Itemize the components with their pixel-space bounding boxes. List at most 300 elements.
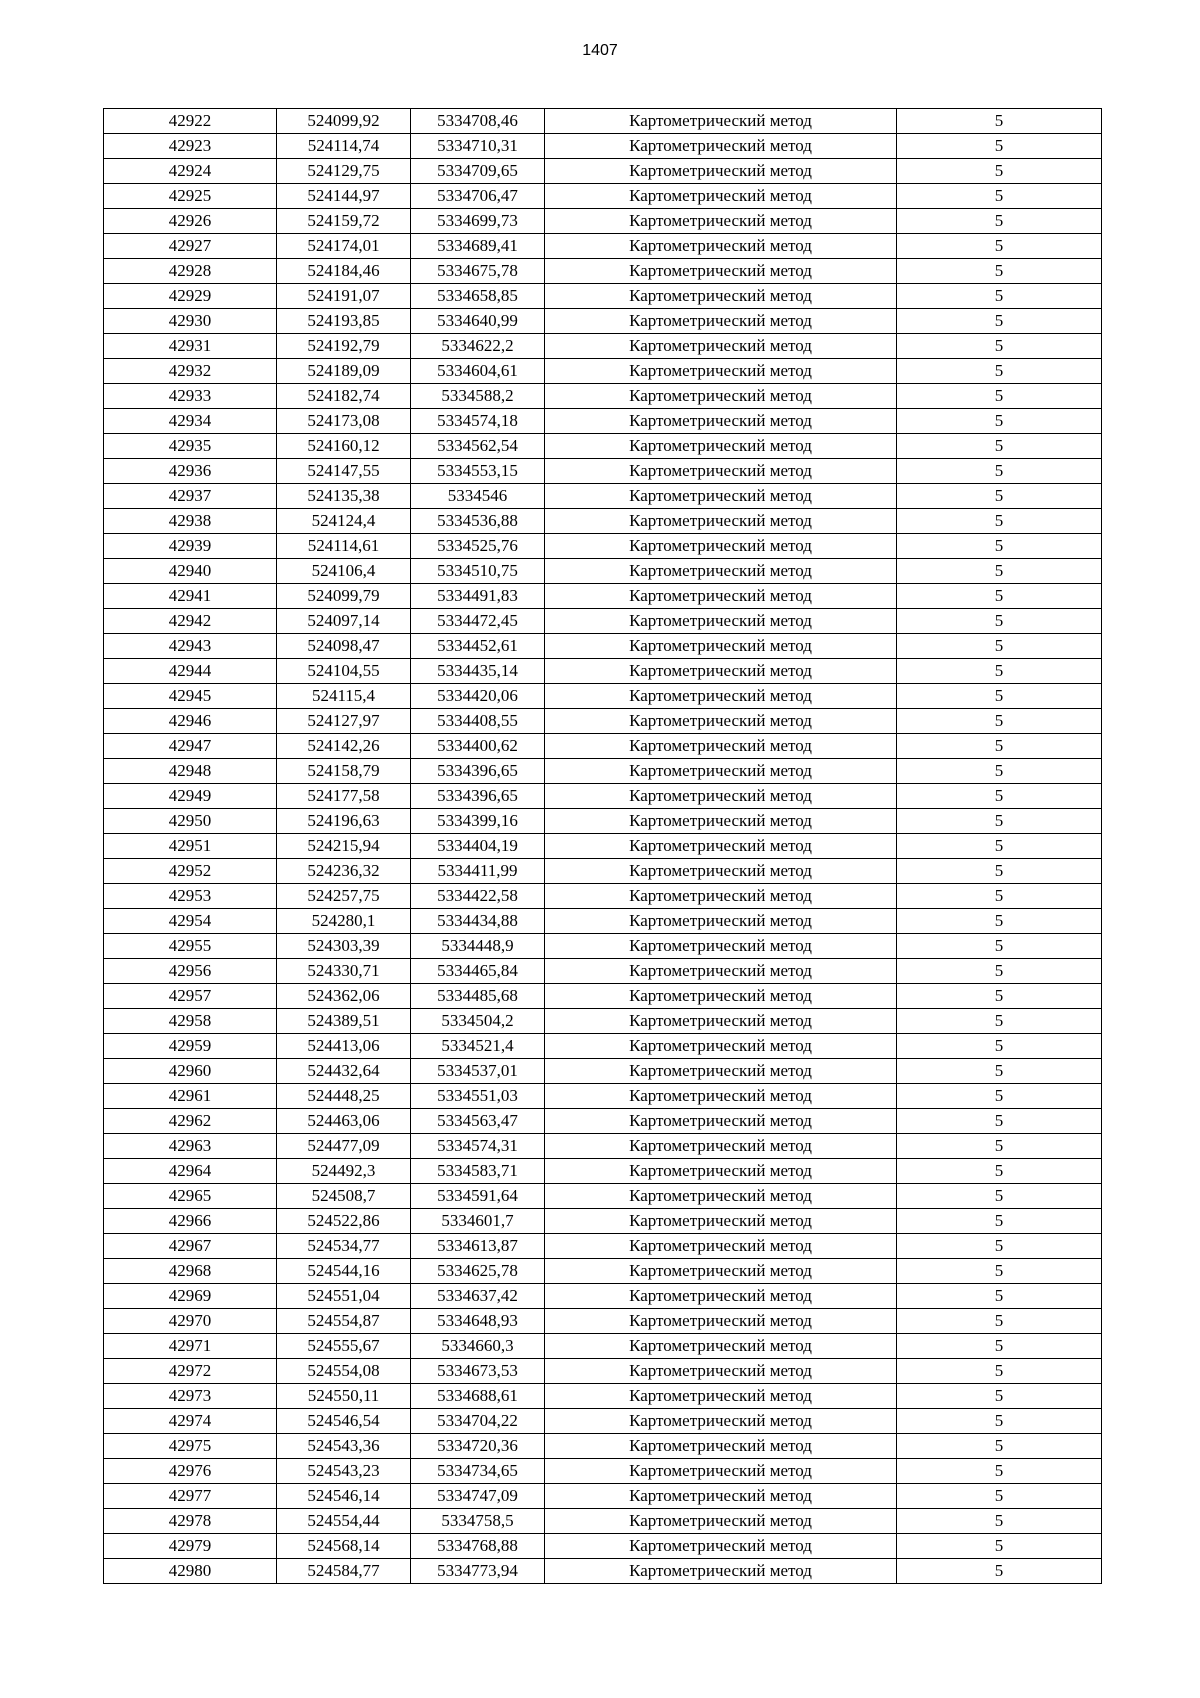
table-row: [104, 409, 1102, 434]
accuracy-cell: 5: [897, 284, 1102, 309]
table-row: [104, 1259, 1102, 1284]
y-coordinate-cell: 5334688,61: [411, 1384, 545, 1409]
point-number-cell: 42924: [104, 159, 277, 184]
y-coordinate-cell: 5334491,83: [411, 584, 545, 609]
method-cell: Картометрический метод: [545, 359, 897, 384]
point-number-cell: 42946: [104, 709, 277, 734]
method-cell: Картометрический метод: [545, 1484, 897, 1509]
method-cell: Картометрический метод: [545, 684, 897, 709]
point-number-cell: 42977: [104, 1484, 277, 1509]
y-coordinate-cell: 5334591,64: [411, 1184, 545, 1209]
x-coordinate-cell: 524568,14: [277, 1534, 411, 1559]
point-number-cell: 42944: [104, 659, 277, 684]
method-cell: Картометрический метод: [545, 1534, 897, 1559]
x-coordinate-cell: 524303,39: [277, 934, 411, 959]
point-number-cell: 42959: [104, 1034, 277, 1059]
point-number-cell: 42939: [104, 534, 277, 559]
point-number-cell: 42932: [104, 359, 277, 384]
point-number-cell: 42967: [104, 1234, 277, 1259]
accuracy-cell: 5: [897, 459, 1102, 484]
method-cell: Картометрический метод: [545, 1334, 897, 1359]
x-coordinate-cell: 524550,11: [277, 1384, 411, 1409]
method-cell: Картометрический метод: [545, 1259, 897, 1284]
point-number-cell: 42954: [104, 909, 277, 934]
x-coordinate-cell: 524551,04: [277, 1284, 411, 1309]
y-coordinate-cell: 5334574,18: [411, 409, 545, 434]
table-row: [104, 1159, 1102, 1184]
y-coordinate-cell: 5334420,06: [411, 684, 545, 709]
method-cell: Картометрический метод: [545, 609, 897, 634]
table-row: [104, 1559, 1102, 1584]
y-coordinate-cell: 5334710,31: [411, 134, 545, 159]
accuracy-cell: 5: [897, 909, 1102, 934]
accuracy-cell: 5: [897, 759, 1102, 784]
accuracy-cell: 5: [897, 334, 1102, 359]
method-cell: Картометрический метод: [545, 209, 897, 234]
y-coordinate-cell: 5334604,61: [411, 359, 545, 384]
x-coordinate-cell: 524584,77: [277, 1559, 411, 1584]
x-coordinate-cell: 524191,07: [277, 284, 411, 309]
y-coordinate-cell: 5334648,93: [411, 1309, 545, 1334]
x-coordinate-cell: 524104,55: [277, 659, 411, 684]
table-row: [104, 1084, 1102, 1109]
accuracy-cell: 5: [897, 959, 1102, 984]
point-number-cell: 42964: [104, 1159, 277, 1184]
x-coordinate-cell: 524106,4: [277, 559, 411, 584]
point-number-cell: 42937: [104, 484, 277, 509]
accuracy-cell: 5: [897, 709, 1102, 734]
table-row: [104, 284, 1102, 309]
y-coordinate-cell: 5334435,14: [411, 659, 545, 684]
x-coordinate-cell: 524097,14: [277, 609, 411, 634]
x-coordinate-cell: 524508,7: [277, 1184, 411, 1209]
point-number-cell: 42938: [104, 509, 277, 534]
accuracy-cell: 5: [897, 784, 1102, 809]
accuracy-cell: 5: [897, 434, 1102, 459]
y-coordinate-cell: 5334510,75: [411, 559, 545, 584]
accuracy-cell: 5: [897, 534, 1102, 559]
x-coordinate-cell: 524546,54: [277, 1409, 411, 1434]
y-coordinate-cell: 5334521,4: [411, 1034, 545, 1059]
accuracy-cell: 5: [897, 1509, 1102, 1534]
x-coordinate-cell: 524159,72: [277, 209, 411, 234]
table-row: [104, 1134, 1102, 1159]
point-number-cell: 42975: [104, 1434, 277, 1459]
y-coordinate-cell: 5334583,71: [411, 1159, 545, 1184]
y-coordinate-cell: 5334625,78: [411, 1259, 545, 1284]
accuracy-cell: 5: [897, 859, 1102, 884]
point-number-cell: 42952: [104, 859, 277, 884]
method-cell: Картометрический метод: [545, 759, 897, 784]
table-row: [104, 259, 1102, 284]
accuracy-cell: 5: [897, 1184, 1102, 1209]
y-coordinate-cell: 5334525,76: [411, 534, 545, 559]
y-coordinate-cell: 5334551,03: [411, 1084, 545, 1109]
table-row: [104, 534, 1102, 559]
point-number-cell: 42980: [104, 1559, 277, 1584]
accuracy-cell: 5: [897, 1309, 1102, 1334]
table-row: [104, 759, 1102, 784]
x-coordinate-cell: 524544,16: [277, 1259, 411, 1284]
x-coordinate-cell: 524196,63: [277, 809, 411, 834]
point-number-cell: 42969: [104, 1284, 277, 1309]
method-cell: Картометрический метод: [545, 734, 897, 759]
method-cell: Картометрический метод: [545, 134, 897, 159]
table-row: [104, 609, 1102, 634]
table-row: [104, 1309, 1102, 1334]
x-coordinate-cell: 524144,97: [277, 184, 411, 209]
point-number-cell: 42973: [104, 1384, 277, 1409]
method-cell: Картометрический метод: [545, 184, 897, 209]
accuracy-cell: 5: [897, 1484, 1102, 1509]
table-row: [104, 134, 1102, 159]
accuracy-cell: 5: [897, 209, 1102, 234]
method-cell: Картометрический метод: [545, 934, 897, 959]
table-row: [104, 1434, 1102, 1459]
accuracy-cell: 5: [897, 834, 1102, 859]
method-cell: Картометрический метод: [545, 109, 897, 134]
accuracy-cell: 5: [897, 259, 1102, 284]
table-row: [104, 109, 1102, 134]
point-number-cell: 42948: [104, 759, 277, 784]
y-coordinate-cell: 5334758,5: [411, 1509, 545, 1534]
x-coordinate-cell: 524129,75: [277, 159, 411, 184]
accuracy-cell: 5: [897, 1234, 1102, 1259]
accuracy-cell: 5: [897, 184, 1102, 209]
method-cell: Картометрический метод: [545, 1559, 897, 1584]
point-number-cell: 42949: [104, 784, 277, 809]
y-coordinate-cell: 5334485,68: [411, 984, 545, 1009]
y-coordinate-cell: 5334434,88: [411, 909, 545, 934]
accuracy-cell: 5: [897, 1384, 1102, 1409]
y-coordinate-cell: 5334773,94: [411, 1559, 545, 1584]
coordinates-table: [103, 108, 1102, 1584]
point-number-cell: 42960: [104, 1059, 277, 1084]
x-coordinate-cell: 524099,92: [277, 109, 411, 134]
point-number-cell: 42930: [104, 309, 277, 334]
method-cell: Картометрический метод: [545, 1084, 897, 1109]
accuracy-cell: 5: [897, 1259, 1102, 1284]
y-coordinate-cell: 5334472,45: [411, 609, 545, 634]
y-coordinate-cell: 5334699,73: [411, 209, 545, 234]
x-coordinate-cell: 524477,09: [277, 1134, 411, 1159]
point-number-cell: 42928: [104, 259, 277, 284]
method-cell: Картометрический метод: [545, 1384, 897, 1409]
y-coordinate-cell: 5334706,47: [411, 184, 545, 209]
method-cell: Картометрический метод: [545, 284, 897, 309]
method-cell: Картометрический метод: [545, 309, 897, 334]
accuracy-cell: 5: [897, 1134, 1102, 1159]
method-cell: Картометрический метод: [545, 1284, 897, 1309]
method-cell: Картометрический метод: [545, 709, 897, 734]
accuracy-cell: 5: [897, 984, 1102, 1009]
method-cell: Картометрический метод: [545, 534, 897, 559]
y-coordinate-cell: 5334675,78: [411, 259, 545, 284]
x-coordinate-cell: 524160,12: [277, 434, 411, 459]
method-cell: Картометрический метод: [545, 234, 897, 259]
y-coordinate-cell: 5334720,36: [411, 1434, 545, 1459]
accuracy-cell: 5: [897, 1159, 1102, 1184]
table-row: [104, 859, 1102, 884]
method-cell: Картометрический метод: [545, 559, 897, 584]
point-number-cell: 42970: [104, 1309, 277, 1334]
y-coordinate-cell: 5334613,87: [411, 1234, 545, 1259]
y-coordinate-cell: 5334536,88: [411, 509, 545, 534]
x-coordinate-cell: 524182,74: [277, 384, 411, 409]
point-number-cell: 42922: [104, 109, 277, 134]
y-coordinate-cell: 5334689,41: [411, 234, 545, 259]
point-number-cell: 42979: [104, 1534, 277, 1559]
method-cell: Картометрический метод: [545, 1459, 897, 1484]
x-coordinate-cell: 524330,71: [277, 959, 411, 984]
table-row: [104, 809, 1102, 834]
table-row: [104, 634, 1102, 659]
x-coordinate-cell: 524127,97: [277, 709, 411, 734]
table-row: [104, 384, 1102, 409]
table-row: [104, 184, 1102, 209]
point-number-cell: 42962: [104, 1109, 277, 1134]
x-coordinate-cell: 524522,86: [277, 1209, 411, 1234]
x-coordinate-cell: 524448,25: [277, 1084, 411, 1109]
x-coordinate-cell: 524546,14: [277, 1484, 411, 1509]
y-coordinate-cell: 5334422,58: [411, 884, 545, 909]
method-cell: Картометрический метод: [545, 1209, 897, 1234]
table-row: [104, 1284, 1102, 1309]
accuracy-cell: 5: [897, 1009, 1102, 1034]
point-number-cell: 42950: [104, 809, 277, 834]
table-row: [104, 984, 1102, 1009]
x-coordinate-cell: 524555,67: [277, 1334, 411, 1359]
x-coordinate-cell: 524099,79: [277, 584, 411, 609]
y-coordinate-cell: 5334588,2: [411, 384, 545, 409]
point-number-cell: 42926: [104, 209, 277, 234]
y-coordinate-cell: 5334660,3: [411, 1334, 545, 1359]
table-row: [104, 959, 1102, 984]
method-cell: Картометрический метод: [545, 809, 897, 834]
table-row: [104, 1184, 1102, 1209]
point-number-cell: 42945: [104, 684, 277, 709]
accuracy-cell: 5: [897, 1459, 1102, 1484]
accuracy-cell: 5: [897, 1409, 1102, 1434]
accuracy-cell: 5: [897, 1434, 1102, 1459]
accuracy-cell: 5: [897, 1034, 1102, 1059]
page-number: 1407: [582, 42, 618, 59]
y-coordinate-cell: 5334704,22: [411, 1409, 545, 1434]
accuracy-cell: 5: [897, 659, 1102, 684]
x-coordinate-cell: 524215,94: [277, 834, 411, 859]
x-coordinate-cell: 524554,44: [277, 1509, 411, 1534]
accuracy-cell: 5: [897, 1334, 1102, 1359]
method-cell: Картометрический метод: [545, 1359, 897, 1384]
y-coordinate-cell: 5334622,2: [411, 334, 545, 359]
method-cell: Картометрический метод: [545, 784, 897, 809]
point-number-cell: 42968: [104, 1259, 277, 1284]
method-cell: Картометрический метод: [545, 259, 897, 284]
y-coordinate-cell: 5334408,55: [411, 709, 545, 734]
method-cell: Картометрический метод: [545, 834, 897, 859]
method-cell: Картометрический метод: [545, 1034, 897, 1059]
method-cell: Картометрический метод: [545, 909, 897, 934]
x-coordinate-cell: 524534,77: [277, 1234, 411, 1259]
point-number-cell: 42971: [104, 1334, 277, 1359]
method-cell: Картометрический метод: [545, 1409, 897, 1434]
method-cell: Картометрический метод: [545, 959, 897, 984]
accuracy-cell: 5: [897, 309, 1102, 334]
y-coordinate-cell: 5334553,15: [411, 459, 545, 484]
accuracy-cell: 5: [897, 559, 1102, 584]
x-coordinate-cell: 524135,38: [277, 484, 411, 509]
x-coordinate-cell: 524463,06: [277, 1109, 411, 1134]
accuracy-cell: 5: [897, 684, 1102, 709]
accuracy-cell: 5: [897, 1059, 1102, 1084]
point-number-cell: 42943: [104, 634, 277, 659]
accuracy-cell: 5: [897, 1284, 1102, 1309]
x-coordinate-cell: 524147,55: [277, 459, 411, 484]
x-coordinate-cell: 524142,26: [277, 734, 411, 759]
table-row: [104, 1509, 1102, 1534]
x-coordinate-cell: 524115,4: [277, 684, 411, 709]
table-body: [104, 109, 1102, 1584]
y-coordinate-cell: 5334537,01: [411, 1059, 545, 1084]
x-coordinate-cell: 524098,47: [277, 634, 411, 659]
accuracy-cell: 5: [897, 584, 1102, 609]
table-row: [104, 484, 1102, 509]
x-coordinate-cell: 524114,74: [277, 134, 411, 159]
table-row: [104, 1384, 1102, 1409]
table-row: [104, 884, 1102, 909]
x-coordinate-cell: 524173,08: [277, 409, 411, 434]
table-row: [104, 1484, 1102, 1509]
point-number-cell: 42941: [104, 584, 277, 609]
table-row: [104, 234, 1102, 259]
point-number-cell: 42929: [104, 284, 277, 309]
y-coordinate-cell: 5334396,65: [411, 784, 545, 809]
table-row: [104, 1209, 1102, 1234]
accuracy-cell: 5: [897, 1534, 1102, 1559]
y-coordinate-cell: 5334504,2: [411, 1009, 545, 1034]
y-coordinate-cell: 5334673,53: [411, 1359, 545, 1384]
x-coordinate-cell: 524158,79: [277, 759, 411, 784]
table-row: [104, 1034, 1102, 1059]
point-number-cell: 42923: [104, 134, 277, 159]
point-number-cell: 42974: [104, 1409, 277, 1434]
point-number-cell: 42927: [104, 234, 277, 259]
method-cell: Картометрический метод: [545, 884, 897, 909]
y-coordinate-cell: 5334465,84: [411, 959, 545, 984]
table-row: [104, 584, 1102, 609]
method-cell: Картометрический метод: [545, 1509, 897, 1534]
method-cell: Картометрический метод: [545, 509, 897, 534]
method-cell: Картометрический метод: [545, 409, 897, 434]
method-cell: Картометрический метод: [545, 1234, 897, 1259]
accuracy-cell: 5: [897, 884, 1102, 909]
accuracy-cell: 5: [897, 359, 1102, 384]
accuracy-cell: 5: [897, 159, 1102, 184]
method-cell: Картометрический метод: [545, 1109, 897, 1134]
point-number-cell: 42935: [104, 434, 277, 459]
y-coordinate-cell: 5334396,65: [411, 759, 545, 784]
point-number-cell: 42951: [104, 834, 277, 859]
x-coordinate-cell: 524177,58: [277, 784, 411, 809]
accuracy-cell: 5: [897, 384, 1102, 409]
table-row: [104, 1234, 1102, 1259]
point-number-cell: 42947: [104, 734, 277, 759]
y-coordinate-cell: 5334562,54: [411, 434, 545, 459]
x-coordinate-cell: 524184,46: [277, 259, 411, 284]
point-number-cell: 42955: [104, 934, 277, 959]
y-coordinate-cell: 5334400,62: [411, 734, 545, 759]
point-number-cell: 42934: [104, 409, 277, 434]
y-coordinate-cell: 5334563,47: [411, 1109, 545, 1134]
table-row: [104, 209, 1102, 234]
x-coordinate-cell: 524554,08: [277, 1359, 411, 1384]
y-coordinate-cell: 5334601,7: [411, 1209, 545, 1234]
accuracy-cell: 5: [897, 134, 1102, 159]
point-number-cell: 42961: [104, 1084, 277, 1109]
y-coordinate-cell: 5334448,9: [411, 934, 545, 959]
accuracy-cell: 5: [897, 484, 1102, 509]
table-row: [104, 784, 1102, 809]
accuracy-cell: 5: [897, 1084, 1102, 1109]
table-row: [104, 359, 1102, 384]
x-coordinate-cell: 524192,79: [277, 334, 411, 359]
point-number-cell: 42931: [104, 334, 277, 359]
y-coordinate-cell: 5334399,16: [411, 809, 545, 834]
point-number-cell: 42976: [104, 1459, 277, 1484]
table-row: [104, 1534, 1102, 1559]
accuracy-cell: 5: [897, 509, 1102, 534]
table-row: [104, 334, 1102, 359]
method-cell: Картометрический метод: [545, 859, 897, 884]
method-cell: Картометрический метод: [545, 1159, 897, 1184]
table-row: [104, 684, 1102, 709]
point-number-cell: 42942: [104, 609, 277, 634]
accuracy-cell: 5: [897, 1559, 1102, 1584]
point-number-cell: 42940: [104, 559, 277, 584]
method-cell: Картометрический метод: [545, 1009, 897, 1034]
y-coordinate-cell: 5334640,99: [411, 309, 545, 334]
table-row: [104, 1059, 1102, 1084]
accuracy-cell: 5: [897, 934, 1102, 959]
accuracy-cell: 5: [897, 809, 1102, 834]
table-row: [104, 659, 1102, 684]
accuracy-cell: 5: [897, 1109, 1102, 1134]
accuracy-cell: 5: [897, 234, 1102, 259]
point-number-cell: 42972: [104, 1359, 277, 1384]
method-cell: Картометрический метод: [545, 334, 897, 359]
accuracy-cell: 5: [897, 734, 1102, 759]
x-coordinate-cell: 524174,01: [277, 234, 411, 259]
y-coordinate-cell: 5334658,85: [411, 284, 545, 309]
method-cell: Картометрический метод: [545, 634, 897, 659]
accuracy-cell: 5: [897, 609, 1102, 634]
table-row: [104, 309, 1102, 334]
table-row: [104, 559, 1102, 584]
method-cell: Картометрический метод: [545, 1184, 897, 1209]
x-coordinate-cell: 524362,06: [277, 984, 411, 1009]
x-coordinate-cell: 524389,51: [277, 1009, 411, 1034]
method-cell: Картометрический метод: [545, 1309, 897, 1334]
table-row: [104, 734, 1102, 759]
x-coordinate-cell: 524114,61: [277, 534, 411, 559]
point-number-cell: 42953: [104, 884, 277, 909]
x-coordinate-cell: 524257,75: [277, 884, 411, 909]
point-number-cell: 42956: [104, 959, 277, 984]
table-row: [104, 1359, 1102, 1384]
y-coordinate-cell: 5334708,46: [411, 109, 545, 134]
accuracy-cell: 5: [897, 1359, 1102, 1384]
y-coordinate-cell: 5334452,61: [411, 634, 545, 659]
